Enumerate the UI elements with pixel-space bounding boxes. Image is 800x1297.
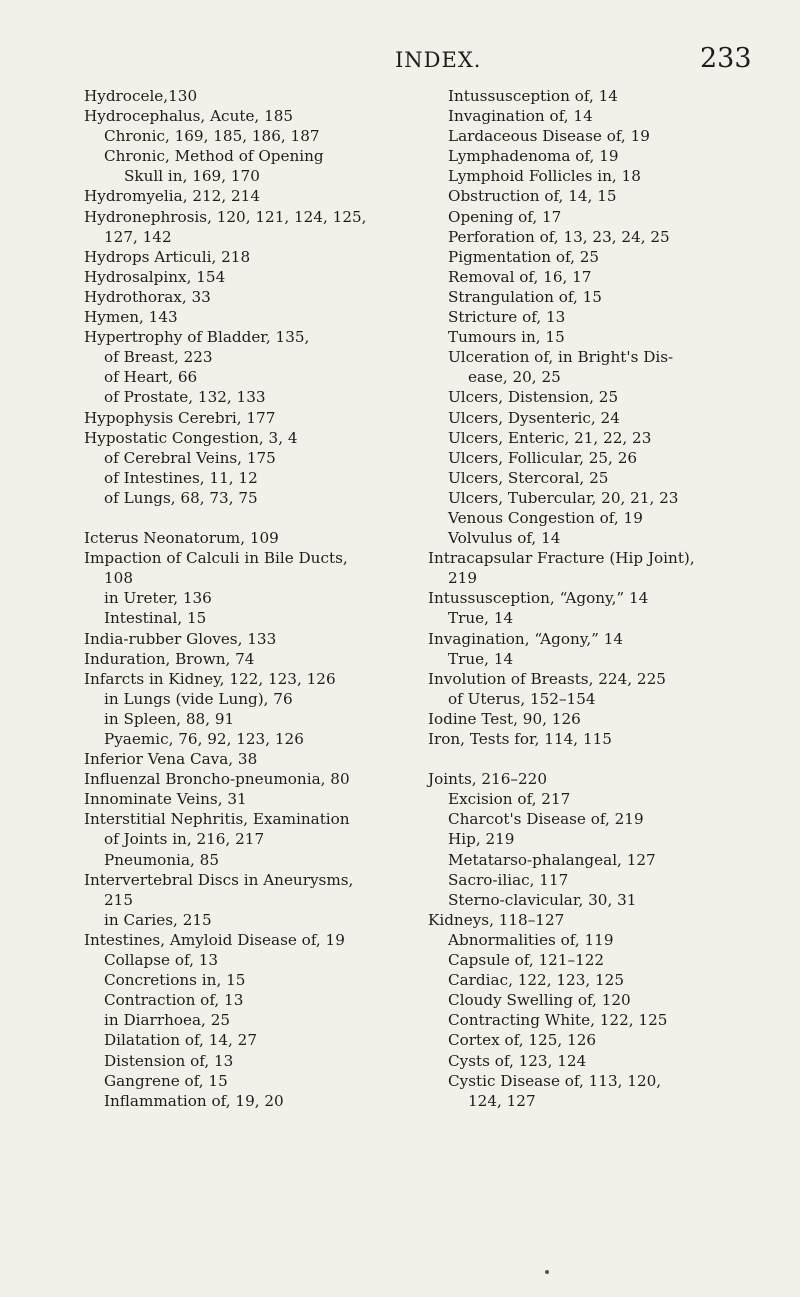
index-gap (428, 749, 778, 769)
index-entry: Hydrosalpinx, 154 (84, 267, 226, 286)
index-subentry: of Breast, 223 (104, 348, 213, 367)
index-subentry: Chronic, Method of Opening (104, 147, 324, 166)
index-subentry: Pneumonia, 85 (104, 850, 219, 869)
index-entry: Hypertrophy of Bladder, 135, (84, 328, 310, 347)
index-entry: Iron, Tests for, 114, 115 (428, 730, 612, 748)
index-entry: Kidneys, 118–127 (428, 910, 565, 929)
index-entry: Infarcts in Kidney, 122, 123, 126 (84, 669, 336, 688)
index-subentry: Sacro-iliac, 117 (448, 870, 569, 889)
index-subentry: of Intestines, 11, 12 (104, 468, 258, 487)
index-entry: Invagination, “Agony,” 14 (428, 629, 624, 648)
index-subentry: 108 (104, 569, 133, 588)
index-entry: Intracapsular Fracture (Hip Joint), (428, 549, 695, 568)
index-subentry: 127, 142 (104, 227, 172, 246)
index-subentry: True, 14 (448, 649, 514, 668)
index-subentry: in Ureter, 136 (104, 589, 212, 608)
index-subentry: True, 14 (448, 609, 514, 628)
index-subentry: of Prostate, 132, 133 (104, 388, 266, 407)
header-title: INDEX. (395, 48, 482, 72)
index-subentry: in Spleen, 88, 91 (104, 709, 235, 728)
index-subentry: Invagination of, 14 (448, 107, 593, 126)
index-subentry: Cloudy Swelling of, 120 (448, 991, 631, 1010)
index-subentry: Capsule of, 121–122 (448, 951, 605, 970)
index-subentry: Excision of, 217 (448, 790, 571, 809)
index-entry: Interstitial Nephritis, Examination (84, 810, 350, 829)
right-column (428, 86, 778, 1111)
index-subentry: Volvulus of, 14 (448, 529, 561, 548)
index-subentry: Venous Congestion of, 19 (448, 508, 643, 527)
index-entry: Hymen, 143 (84, 308, 178, 327)
index-subentry: Hip, 219 (448, 830, 515, 849)
index-subentry: Gangrene of, 15 (104, 1071, 228, 1090)
index-subentry: ease, 20, 25 (468, 368, 561, 387)
index-subentry: Lymphadenoma of, 19 (448, 147, 619, 166)
index-subentry: Distension of, 13 (104, 1051, 234, 1070)
index-subentry: Ulcers, Distension, 25 (448, 388, 619, 407)
index-entry: Innominate Veins, 31 (84, 790, 247, 809)
index-subentry: Chronic, 169, 185, 186, 187 (104, 127, 320, 146)
index-entry: Hydrothorax, 33 (84, 287, 211, 306)
left-column (84, 86, 424, 1111)
index-subentry: Ulcers, Dysenteric, 24 (448, 408, 620, 427)
index-subentry: of Lungs, 68, 73, 75 (104, 488, 258, 507)
index-entry: Hydromyelia, 212, 214 (84, 187, 260, 206)
index-entry: Hydronephrosis, 120, 121, 124, 125, (84, 207, 367, 226)
index-subentry: Metatarso-phalangeal, 127 (448, 850, 656, 869)
index-subentry: Cysts of, 123, 124 (448, 1051, 587, 1070)
index-subentry: Obstruction of, 14, 15 (448, 187, 617, 206)
index-gap (84, 508, 424, 528)
index-subentry: Lymphoid Follicles in, 18 (448, 167, 641, 186)
index-entry: Induration, Brown, 74 (84, 649, 255, 668)
index-subentry: in Lungs (vide Lung), 76 (104, 689, 293, 708)
index-subentry: Ulcers, Stercoral, 25 (448, 468, 609, 487)
index-subentry: Cortex of, 125, 126 (448, 1031, 597, 1050)
index-subentry: Skull in, 169, 170 (124, 167, 260, 186)
index-entry: Icterus Neonatorum, 109 (84, 529, 279, 548)
index-subentry: Tumours in, 15 (448, 328, 565, 347)
index-subentry: Dilatation of, 14, 27 (104, 1031, 258, 1050)
index-subentry: Abnormalities of, 119 (448, 930, 614, 949)
index-subentry: Opening of, 17 (448, 207, 562, 226)
index-subentry: Pigmentation of, 25 (448, 247, 600, 266)
index-subentry: Ulcers, Follicular, 25, 26 (448, 448, 638, 467)
index-subentry: Intestinal, 15 (104, 609, 207, 628)
index-entry: Inferior Vena Cava, 38 (84, 750, 258, 769)
index-subentry: Removal of, 16, 17 (448, 267, 592, 286)
index-subentry: Ulcers, Enteric, 21, 22, 23 (448, 428, 652, 447)
index-subentry: Collapse of, 13 (104, 951, 219, 970)
index-subentry: of Heart, 66 (104, 368, 198, 387)
index-entry: Iodine Test, 90, 126 (428, 709, 581, 728)
index-subentry: Lardaceous Disease of, 19 (448, 127, 650, 146)
index-entry: Intestines, Amyloid Disease of, 19 (84, 930, 345, 949)
index-subentry: Ulceration of, in Bright's Dis- (448, 348, 674, 367)
index-entry: Hydrocephalus, Acute, 185 (84, 107, 294, 126)
index-subentry: Charcot's Disease of, 219 (448, 810, 644, 829)
index-subentry: Sterno-clavicular, 30, 31 (448, 890, 637, 909)
index-subentry: Strangulation of, 15 (448, 287, 602, 306)
index-subentry: 219 (448, 569, 477, 588)
index-subentry: Cardiac, 122, 123, 125 (448, 971, 625, 990)
index-subentry: of Uterus, 152–154 (448, 689, 596, 708)
index-entry: Intervertebral Discs in Aneurysms, (84, 870, 354, 889)
index-subentry: Contracting White, 122, 125 (448, 1011, 668, 1030)
index-entry: Intussusception, “Agony,” 14 (428, 589, 649, 608)
index-subentry: Inflammation of, 19, 20 (104, 1091, 284, 1110)
index-subentry: of Cerebral Veins, 175 (104, 448, 276, 467)
index-subentry: Stricture of, 13 (448, 308, 566, 327)
index-subentry: in Caries, 215 (104, 910, 212, 929)
index-subentry: Pyaemic, 76, 92, 123, 126 (104, 730, 304, 748)
index-entry: Impaction of Calculi in Bile Ducts, (84, 549, 348, 568)
index-entry: Hydrops Articuli, 218 (84, 247, 251, 266)
index-subentry: Intussusception of, 14 (448, 87, 618, 105)
ink-speck (545, 1270, 549, 1274)
page-number: 233 (700, 43, 752, 74)
index-subentry: of Joints in, 216, 217 (104, 830, 265, 849)
running-head (0, 34, 800, 74)
index-subentry: Contraction of, 13 (104, 991, 244, 1010)
index-subentry: in Diarrhoea, 25 (104, 1011, 231, 1030)
index-entry: India-rubber Gloves, 133 (84, 629, 277, 648)
index-entry: Hydrocele,130 (84, 87, 198, 105)
index-subentry: Perforation of, 13, 23, 24, 25 (448, 227, 670, 246)
index-entry: Joints, 216–220 (428, 770, 547, 789)
index-subentry: Ulcers, Tubercular, 20, 21, 23 (448, 488, 679, 507)
index-subentry: Concretions in, 15 (104, 971, 246, 990)
index-subentry: 215 (104, 890, 133, 909)
index-entry: Hypostatic Congestion, 3, 4 (84, 428, 298, 447)
index-entry: Influenzal Broncho-pneumonia, 80 (84, 770, 350, 789)
index-subentry: Cystic Disease of, 113, 120, (448, 1071, 662, 1090)
index-entry: Involution of Breasts, 224, 225 (428, 669, 666, 688)
index-entry: Hypophysis Cerebri, 177 (84, 408, 276, 427)
index-subentry: 124, 127 (468, 1091, 536, 1110)
